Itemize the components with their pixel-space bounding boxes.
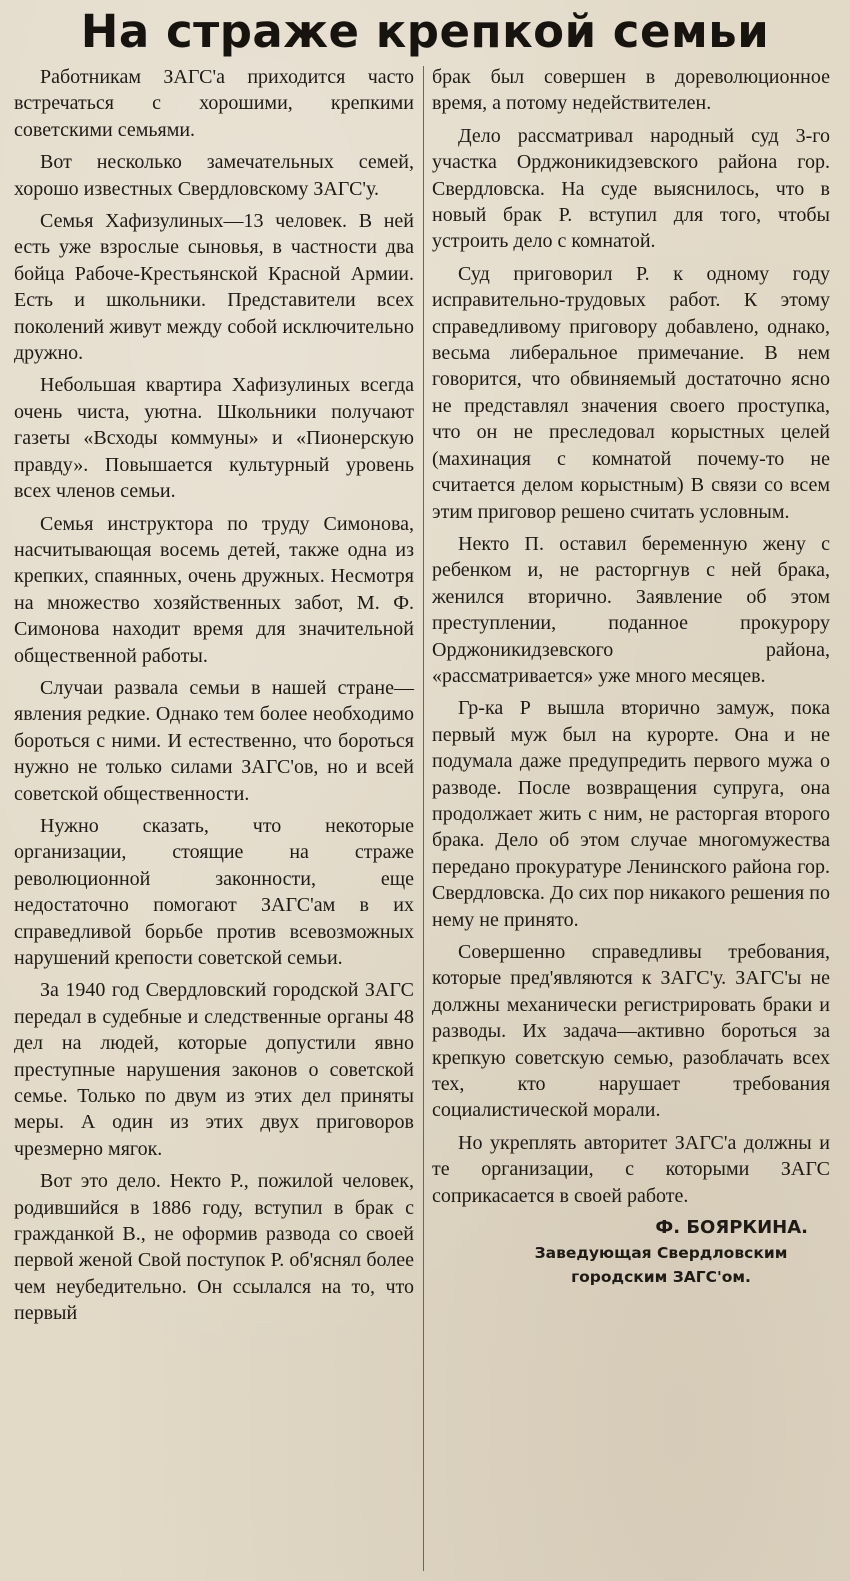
author-signature: Ф. БОЯРКИНА.: [655, 1217, 808, 1239]
article-headline: На страже крепкой семьи: [80, 5, 770, 58]
column-divider: [423, 66, 424, 1571]
paragraph-continued: брак был совершен в дореволюционное время, а потому недействителен.: [432, 66, 830, 115]
paragraph: Суд приговорил Р. к одному году исправительно-трудовых работ. К этому справедливому приговору добавлено, однако, весьма либеральное примечание. В нем говорится, что обвиняемый достаточно ясно не представлял значения своего проступка, что он не преследовал корыстных целей (махинация с комнатой почему-то не считается делом корыстным) В связи со всем этим приговор решено считать условным.: [432, 262, 830, 523]
paragraph: Гр-ка Р вышла вторично замуж, пока первый муж был на курорте. Она и не подумала даже предупредить первого мужа о разводе. После возвращения супруга, она продолжает жить с ним, не расторгая второго брака. Дело об этом случае многомужества передано прокуратуре Ленинского района гор. Свердловска. До сих пор никакого решения по нему не принято.: [432, 697, 830, 931]
right-column: [432, 64, 830, 1289]
paragraph: Но укреплять авторитет ЗАГС'а должны и те организации, с которыми ЗАГС соприкасается в своей работе.: [432, 1131, 830, 1207]
paragraph: Вот несколько замечательных семей, хорошо известных Свердловскому ЗАГС'у.: [14, 151, 414, 200]
paragraph: Небольшая квартира Хафизулиных всегда очень чиста, уютна. Школьники получают газеты «Всходы коммуны» и «Пионерскую правду». Повышается культурный уровень всех членов семьи.: [14, 374, 414, 503]
paragraph: Совершенно справедливы требования, которые пред'являются к ЗАГС'у. ЗАГС'ы не должны механически регистрировать браки и разводы. Их задача—активно бороться за крепкую советскую семью, разоблачать всех тех, кто нарушает требования социалистической морали.: [432, 941, 830, 1122]
paragraph: Дело рассматривал народный суд 3-го участка Орджоникидзевского района гор. Свердловска. На суде выяснилось, что в новый брак Р. вступил для того, чтобы устроить дело с комнатой.: [432, 124, 830, 253]
paragraph: Случаи развала семьи в нашей стране—явления редкие. Однако тем более необходимо бороться с ними. И естественно, что бороться нужно не только силами ЗАГС'ов, но и всей советской общественности.: [14, 676, 414, 805]
paragraph: Семья Хафизулиных—13 человек. В ней есть уже взрослые сыновья, в частности два бойца Рабоче-Крестьянской Красной Армии. Есть и школьники. Представители всех поколений живут между собой исключительно дружно.: [14, 210, 414, 365]
paragraph: За 1940 год Свердловский городской ЗАГС передал в судебные и следственные органы 48 дел на людей, которые допустили явно преступные нарушения законов о советской семье. Только по двум из этих дел приняты меры. А один из этих двух приговоров чрезмерно мягок.: [14, 979, 414, 1160]
paragraph: Некто П. оставил беременную жену с ребенком и, не расторгнув с ней брака, женился вторично. Заявление об этом преступлении, поданное прокурору Орджоникидзевского района, «рассматривается» уже много месяцев.: [432, 532, 830, 687]
author-title-line-1: Заведующая Свердловским: [534, 1244, 788, 1263]
paragraph: Нужно сказать, что некоторые организации, стоящие на страже революционной законности, еще недостаточно помогают ЗАГС'ам в их справедливой борьбе против всевозможных нарушений крепости советской семьи.: [14, 814, 414, 969]
paragraph: Работникам ЗАГС'а приходится часто встречаться с хорошими, крепкими советскими семьями.: [14, 66, 414, 141]
paragraph: Вот это дело. Некто Р., пожилой человек, родившийся в 1886 году, вступил в брак с гражданкой В., не оформив развода со своей первой женой Свой поступок Р. об'яснял более чем неубедительно. Он ссылался на то, что первый: [14, 1170, 414, 1325]
author-title-line-2: городским ЗАГС'ом.: [571, 1268, 751, 1287]
paragraph: Семья инструктора по труду Симонова, насчитывающая восемь детей, также одна из крепких, спаянных, очень дружных. Несмотря на множество хозяйственных забот, М. Ф. Симонова находит время для значительной общественной работы.: [14, 512, 414, 667]
left-column: [14, 64, 414, 1333]
